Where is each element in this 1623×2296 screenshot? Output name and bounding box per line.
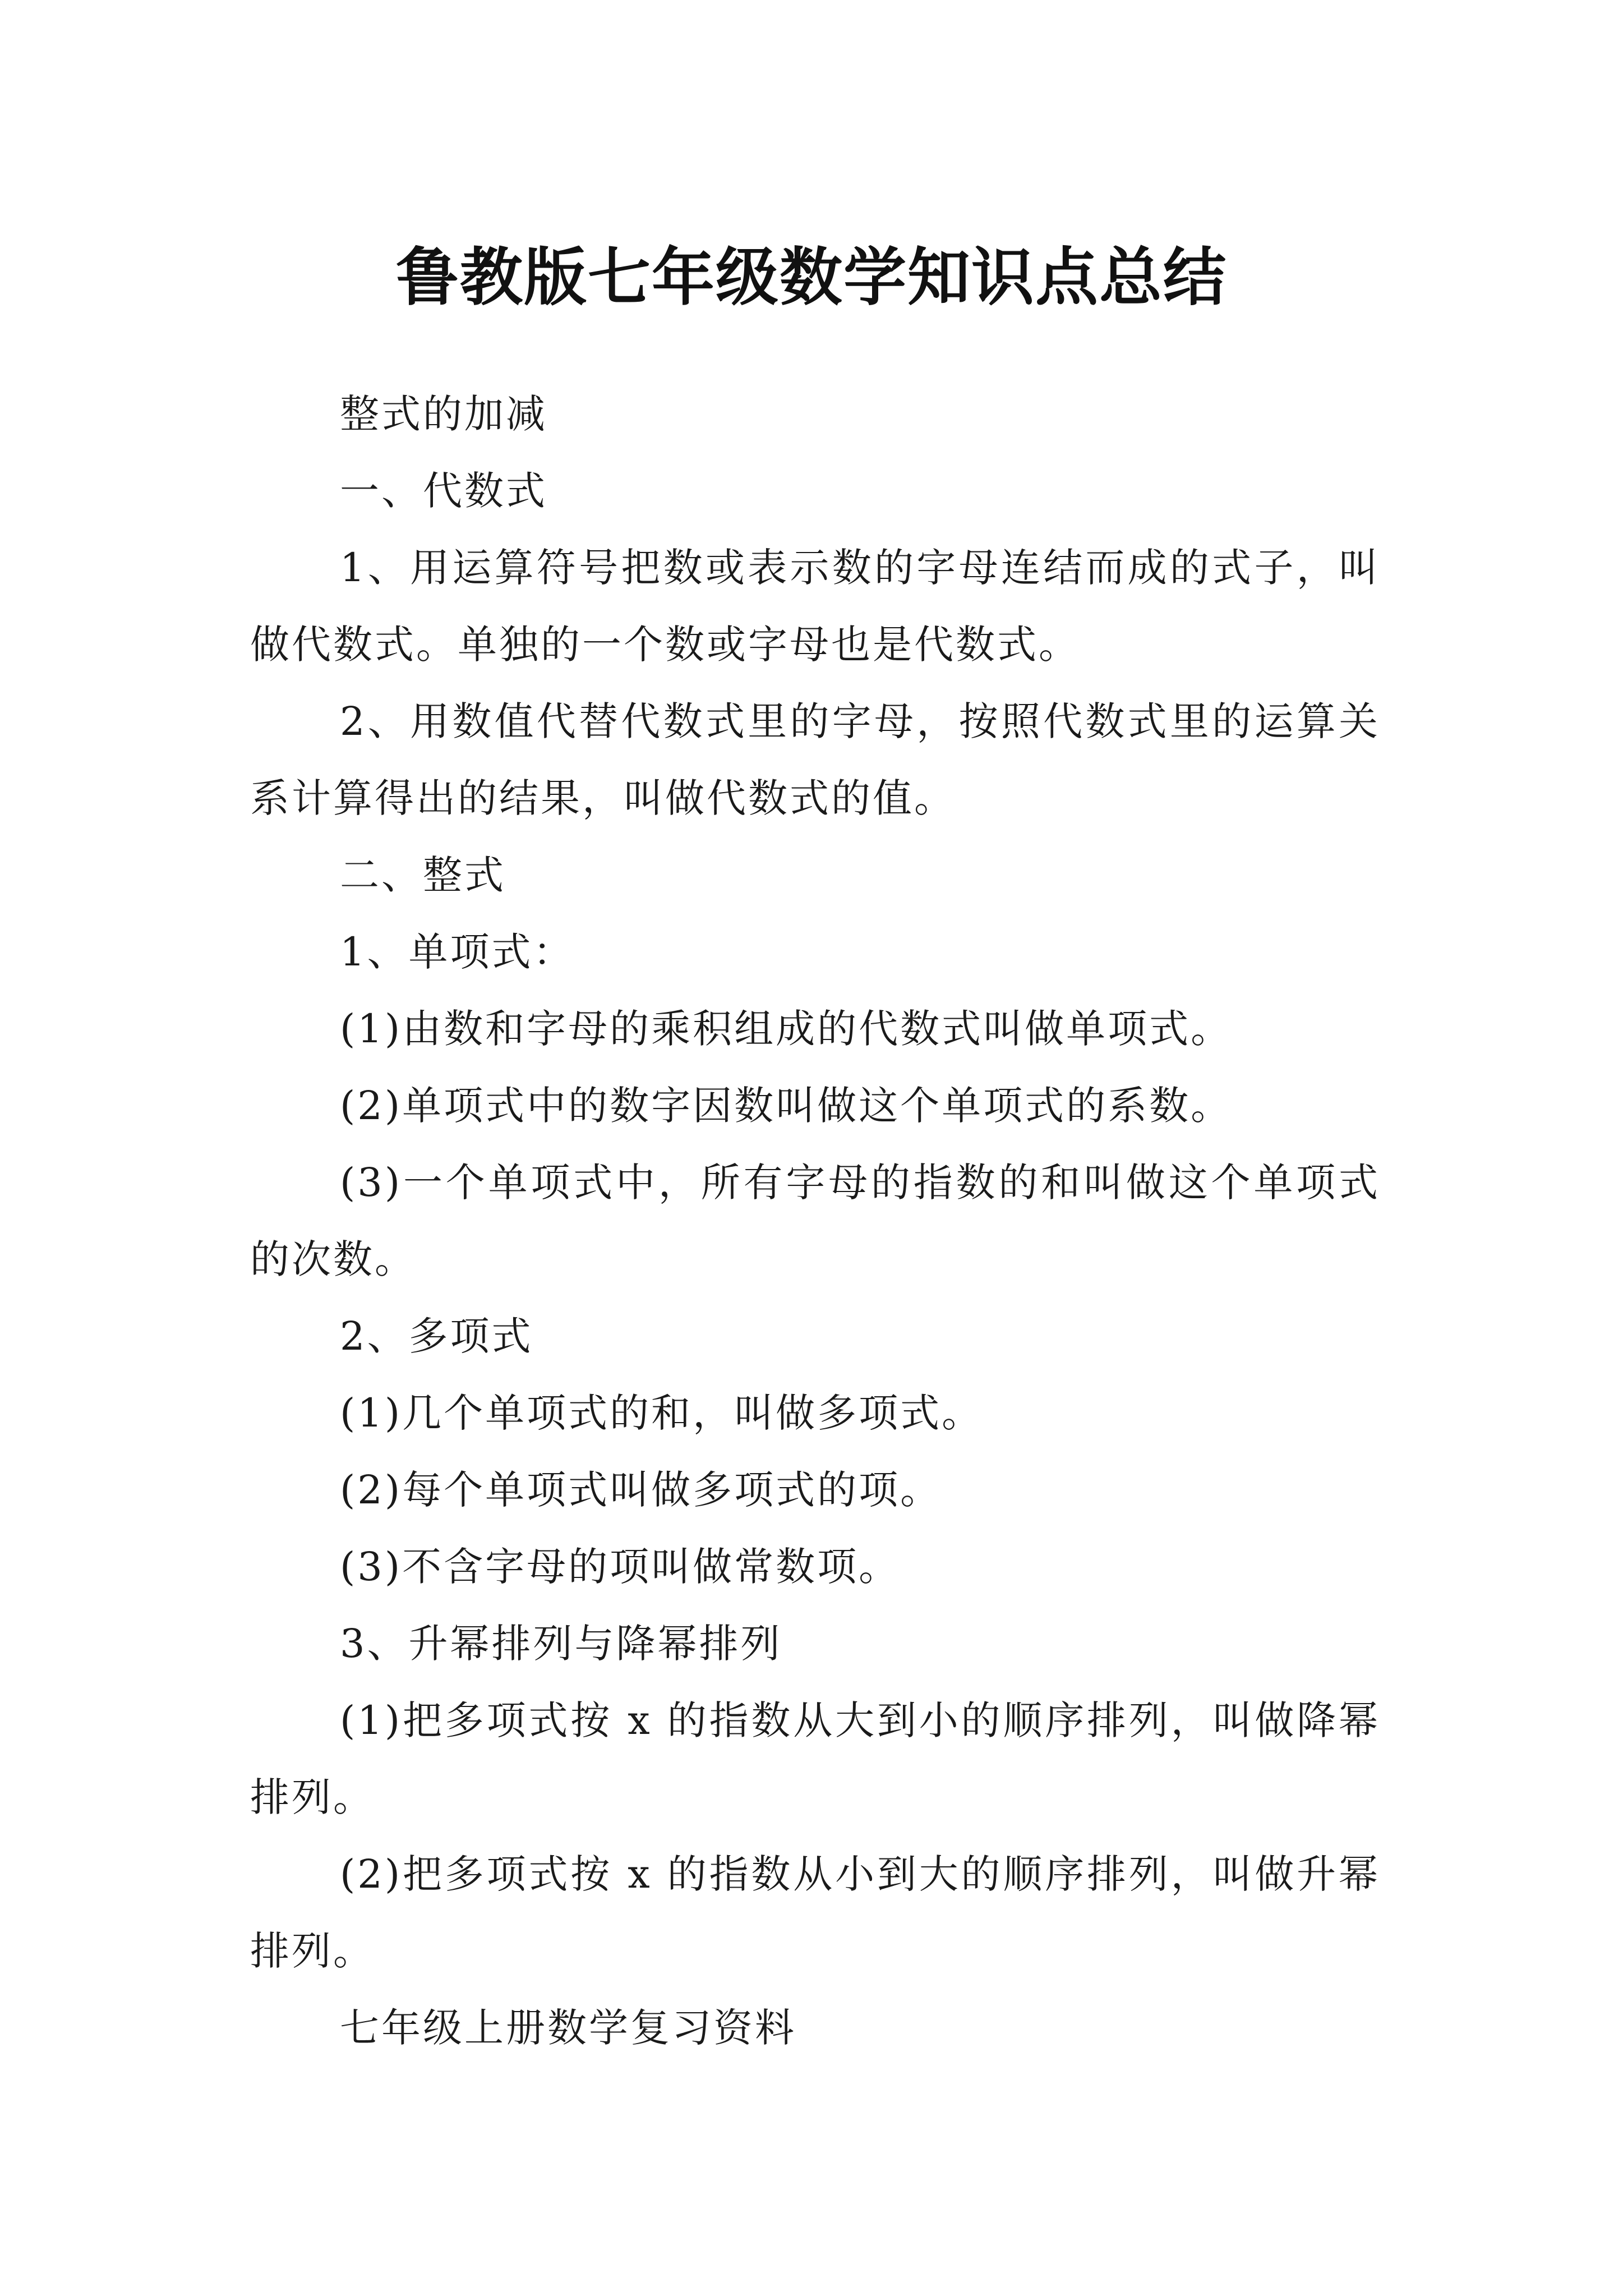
paragraph: (1)由数和字母的乘积组成的代数式叫做单项式。 (340, 1006, 1233, 1052)
section-heading: 二、整式 (340, 852, 506, 898)
paragraph: 2、用数值代替代数式里的字母，按照代数式里的运算关系计算得出的结果，叫做代数式的值。 (250, 698, 1380, 821)
paragraph: (3)一个单项式中，所有字母的指数的和叫做这个单项式的次数。 (250, 1159, 1380, 1282)
paragraph: (3)不含字母的项叫做常数项。 (340, 1544, 901, 1590)
paragraph: (1)把多项式按 x 的指数从大到小的顺序排列，叫做降幂排列。 (250, 1697, 1380, 1820)
paragraph: (2)单项式中的数字因数叫做这个单项式的系数。 (340, 1083, 1233, 1129)
subsection-heading: 1、单项式： (340, 929, 575, 975)
section-heading: 七年级上册数学复习资料 (340, 2005, 796, 2051)
section-heading: 一、代数式 (340, 468, 547, 514)
subsection-heading: 3、升幂排列与降幂排列 (340, 1621, 782, 1667)
section-heading: 整式的加减 (340, 391, 547, 437)
document-title: 鲁教版七年级数学知识点总结 (396, 241, 1227, 315)
document-body (250, 376, 1380, 2067)
paragraph: (1)几个单项式的和，叫做多项式。 (340, 1390, 984, 1436)
paragraph: 1、用运算符号把数或表示数的字母连结而成的式子，叫做代数式。单独的一个数或字母也是代数式。 (250, 545, 1380, 668)
subsection-heading: 2、多项式 (340, 1313, 533, 1359)
paragraph: (2)每个单项式叫做多项式的项。 (340, 1467, 942, 1513)
paragraph: (2)把多项式按 x 的指数从小到大的顺序排列，叫做升幂排列。 (250, 1851, 1380, 1974)
